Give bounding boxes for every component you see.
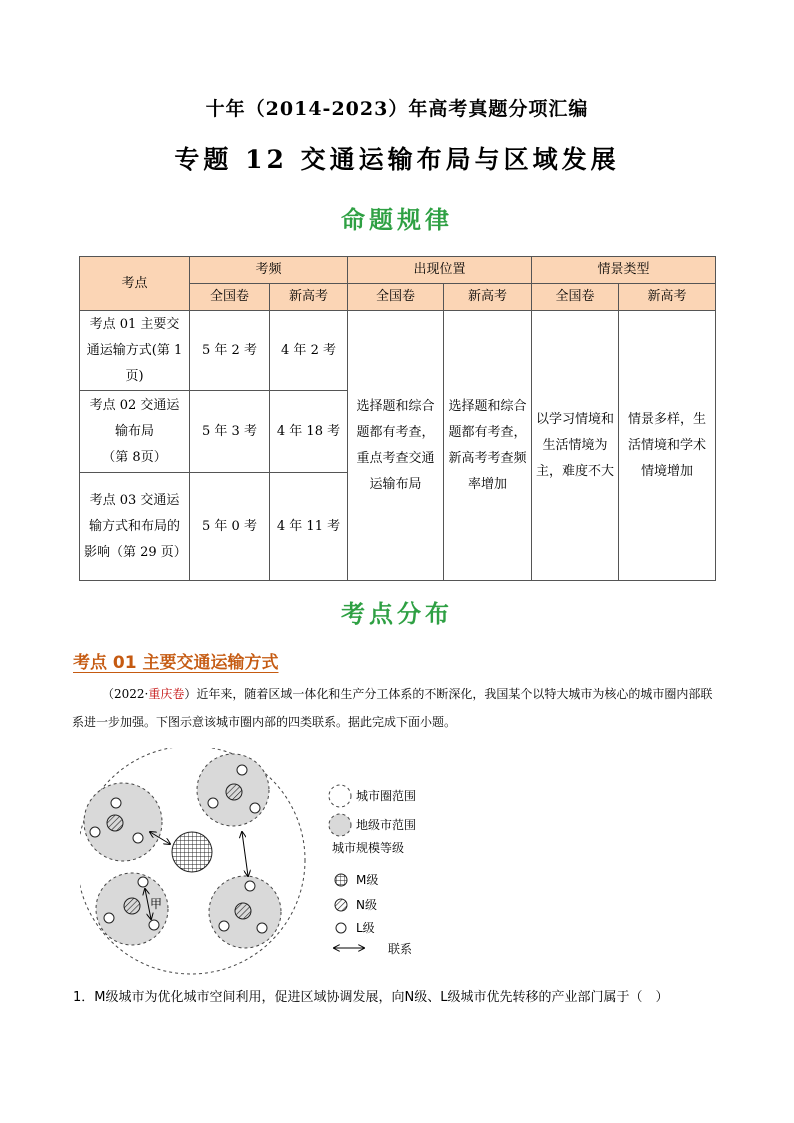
- source-close: ）: [184, 687, 197, 701]
- row-new-3: 4 年 11 考: [270, 473, 348, 581]
- row-point-2: 考点 02 交通运输布局 （第 8页）: [80, 391, 190, 473]
- row-point-1: 考点 01 主要交通运输方式(第 1页): [80, 311, 190, 391]
- subheader: 全国卷: [190, 284, 270, 311]
- question-1: 1．M级城市为优化城市空间利用，促进区域协调发展，向N级、L级城市优先转移的产业部门属于（ ）: [73, 990, 669, 1005]
- link-arrow: [242, 832, 248, 876]
- section-title-distribution: 考点分布: [341, 599, 453, 628]
- n-city: [226, 784, 242, 800]
- row-point-3: 考点 03 交通运输方式和布局的影响（第 29 页）: [80, 473, 190, 581]
- exam-stats-table: [79, 256, 716, 581]
- legend-n: N级: [356, 898, 377, 912]
- city-circle-diagram: [80, 748, 440, 980]
- position-new: 选择题和综合题都有考查，新高考考查频率增加: [444, 311, 532, 581]
- row-national-2: 5 年 3 考: [190, 391, 270, 473]
- intro-text: 近年来，随着区域一体化和生产分工体系的不断深化，我国某个以特大城市为核心的城市圈内部联系进一步加强。下图示意该城市圈内部的四类联系。据此完成下面小题。: [72, 687, 713, 729]
- n-city: [107, 815, 123, 831]
- scene-national: 以学习情境和生活情境为主，难度不大: [532, 311, 619, 581]
- subheader: 全国卷: [348, 284, 444, 311]
- legend-link: 联系: [388, 942, 413, 956]
- row-national-1: 5 年 2 考: [190, 311, 270, 391]
- diagram-legend: [329, 785, 416, 956]
- header-frequency: 考频: [190, 257, 348, 284]
- legend-scale-title: 城市规模等级: [332, 841, 405, 855]
- header-point: 考点: [80, 257, 190, 311]
- knowledge-point-heading: 考点 01 主要交通运输方式: [73, 653, 279, 673]
- document-main-title: 专题 12 交通运输布局与区域发展: [174, 145, 620, 174]
- question-intro: [72, 680, 722, 736]
- label-jia: 甲: [150, 897, 163, 911]
- source-label: 重庆卷: [148, 687, 185, 701]
- legend-city-circle: 城市圈范围: [356, 789, 417, 803]
- subheader: 新高考: [270, 284, 348, 311]
- row-national-3: 5 年 0 考: [190, 473, 270, 581]
- subheader: 新高考: [619, 284, 716, 311]
- subheader: 全国卷: [532, 284, 619, 311]
- source-open: （2022·: [102, 687, 149, 701]
- legend-l: L级: [356, 921, 375, 935]
- header-scene: 情景类型: [532, 257, 716, 284]
- subheader: 新高考: [444, 284, 532, 311]
- legend-m: M级: [356, 873, 379, 887]
- header-position: 出现位置: [348, 257, 532, 284]
- position-national: 选择题和综合题都有考查，重点考查交通运输布局: [348, 311, 444, 581]
- m-city: [172, 832, 212, 872]
- section-title-rules: 命题规律: [341, 205, 453, 234]
- legend-prefecture: 地级市范围: [356, 818, 417, 832]
- n-city: [235, 903, 251, 919]
- scene-new: 情景多样，生活情境和学术情境增加: [619, 311, 716, 581]
- n-city: [124, 898, 140, 914]
- document-top-title: 十年（2014-2023）年高考真题分项汇编: [205, 98, 589, 120]
- row-new-1: 4 年 2 考: [270, 311, 348, 391]
- row-new-2: 4 年 18 考: [270, 391, 348, 473]
